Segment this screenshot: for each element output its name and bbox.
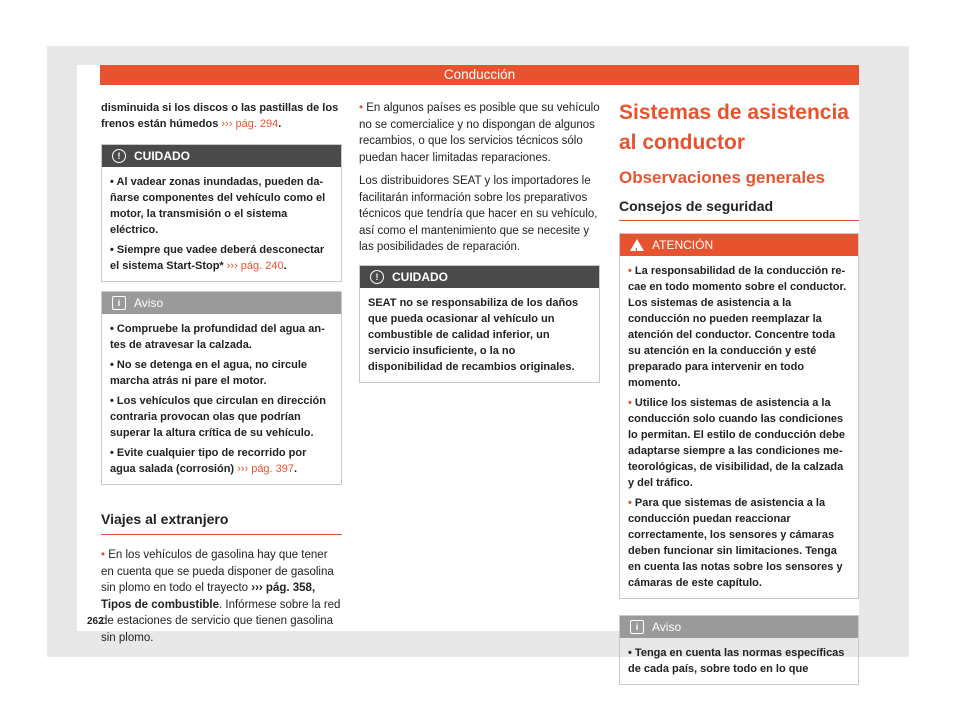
subsection-heading: Consejos de seguridad: [619, 190, 859, 221]
cuidado-header: [102, 145, 341, 167]
aviso-title: Aviso: [652, 620, 682, 634]
list-item: • Al vadear zonas inundadas, pueden dañarse componentes del vehículo como el motor, la transmisión o el sistema eléctrico.: [110, 176, 326, 236]
page-number: 262: [87, 616, 104, 627]
intro-paragraph: disminuida si los discos o las pastillas de los frenos están húmedos ››› pág. 294.: [101, 102, 339, 130]
intro-text: disminuida si los discos o las pastillas de los frenos están húmedos: [101, 102, 339, 130]
page-reference-link[interactable]: ››› pág. 397: [237, 463, 295, 475]
section-title: Viajes al extranjero: [101, 505, 342, 535]
atencion-box: [619, 233, 859, 599]
aviso-box: [619, 615, 859, 685]
list-item: • La responsabilidad de la conducción recae en todo momento sobre el conductor. Los sistemas de asistencia a la conducción no pueden reemplazar la atención del conductor. Concentre toda su atención en la conducción y esté preparado para intervenir en todo momento.: [628, 265, 847, 389]
caution-icon: !: [112, 149, 126, 163]
column-middle: [359, 100, 600, 383]
warning-icon: !: [630, 239, 644, 251]
cuidado-box: [359, 265, 600, 383]
box-text: SEAT no se responsabiliza de los daños que pueda ocasionar al vehículo un combustible de calidad inferior, un servicio insuficiente, o la no disponibilidad de recambios originales.: [368, 296, 579, 373]
page-reference-link[interactable]: ››› pág. 240: [226, 260, 284, 272]
page-reference-link[interactable]: ››› pág. 294: [221, 118, 279, 130]
column-left: [101, 100, 342, 646]
page-reference-link[interactable]: ››› pág. 358, Tipos de combustible: [101, 582, 316, 611]
section-heading: Observaciones generales: [619, 168, 826, 187]
aviso-header: [620, 616, 858, 638]
chapter-title: Sistemas de asistencia al conductor: [619, 101, 849, 154]
list-item: • Utilice los sistemas de asistencia a la conducción solo cuando las condiciones lo permitan. El estilo de conducción debe adaptarse siempre a las condiciones meteorológicas, de visibilidad, de la calzada y del tráfico.: [628, 397, 845, 489]
list-item: • Tenga en cuenta las normas específicas de cada país, sobre todo en lo que: [628, 647, 845, 675]
list-item: • Evite cualquier tipo de recorrido por agua salada (corrosión) ››› pág. 397.: [110, 447, 307, 475]
paragraph: • En los vehículos de gasolina hay que tener en cuenta que se pueda disponer de gasolina sin plomo en todo el trayecto ››› pág. 358, Tipos de combustible. Infórmese sobre la red de estaciones de servicio que tienen gasolina sin plomo.: [101, 549, 341, 644]
aviso-title: Aviso: [134, 296, 164, 310]
info-icon: i: [112, 296, 126, 310]
caution-icon: !: [370, 270, 384, 284]
info-icon: i: [630, 620, 644, 634]
paragraph: Los distribuidores SEAT y los importadores le facilitarán información sobre los preparativos técnicos que tendría que hacer en su vehículo, así como el mantenimiento que se necesite y las posibilidades de reparación.: [359, 175, 598, 253]
cuidado-header: [360, 266, 599, 288]
list-item: • No se detenga en el agua, no circule marcha atrás ni pare el motor.: [110, 359, 308, 387]
column-right: [619, 98, 859, 685]
atencion-title: ATENCIÓN: [652, 238, 714, 252]
list-item: • Compruebe la profundidad del agua antes de atravesar la calzada.: [110, 323, 325, 351]
cuidado-title: CUIDADO: [134, 149, 190, 163]
cuidado-box: [101, 144, 342, 282]
list-item: • Los vehículos que circulan en dirección contraria provocan olas que podrían superar la altura crítica de su vehículo.: [110, 395, 326, 439]
list-item: • Siempre que vadee deberá desconectar el sistema Start-Stop* ››› pág. 240.: [110, 244, 325, 272]
list-item: • Para que sistemas de asistencia a la conducción puedan reaccionar correctamente, los sensores y cámaras deben funcionar sin limitaciones. Tenga en cuenta las notas sobre los sensores y cámaras de este capítulo.: [628, 497, 843, 589]
aviso-box: [101, 291, 342, 485]
chapter-header: Conducción: [100, 65, 859, 85]
cuidado-title: CUIDADO: [392, 269, 448, 284]
aviso-header: [102, 292, 341, 314]
atencion-header: [620, 234, 858, 256]
paragraph: • En algunos países es posible que su vehículo no se comercialice y no dispongan de algunos recambios, o que los servicios técnicos sólo puedan hacer limitadas reparaciones.: [359, 102, 600, 164]
